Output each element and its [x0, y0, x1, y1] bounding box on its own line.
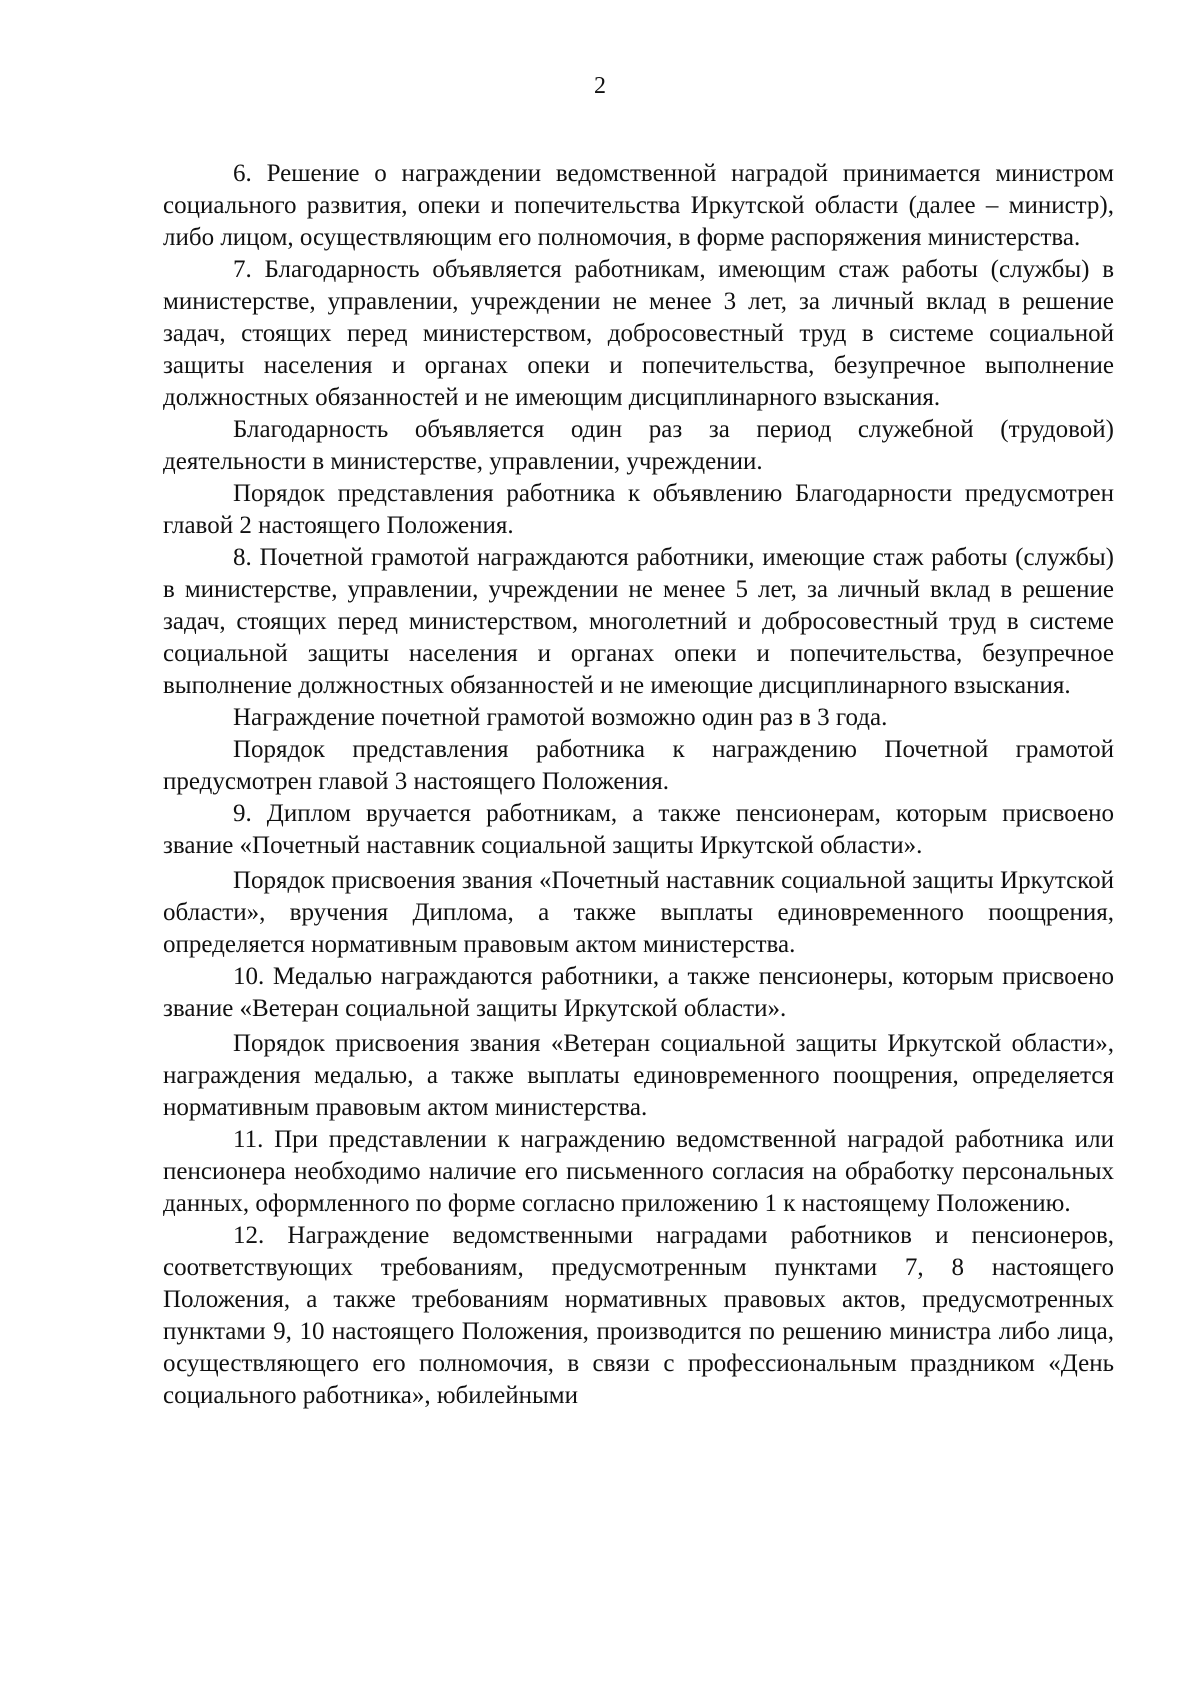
paragraph-12: 12. Награждение ведомственными наградами работников и пенсионеров, соответствующих требованиям, предусмотренным пунктами 7, 8 настоящего Положения, а также требованиям нормативных правовых актов, предусмотренных пунктами 9, 10 настоящего Положения, производится по решению министра либо лица, осуществляющего его полномочия, в связи с профессиональным праздником «День социального работника», юбилейными — [163, 1222, 1114, 1409]
paragraph-9: 9. Диплом вручается работникам, а также пенсионерам, которым присвоено звание «Почетный наставник социальной защиты Иркутской области». — [163, 800, 1114, 859]
paragraph-8-frequency: Награждение почетной грамотой возможно один раз в 3 года. — [233, 704, 888, 731]
paragraph-8-procedure: Порядок представления работника к награждению Почетной грамотой предусмотрен главой 3 настоящего Положения. — [163, 736, 1114, 795]
paragraph-11: 11. При представлении к награждению ведомственной наградой работника или пенсионера необходимо наличие его письменного согласия на обработку персональных данных, оформленного по форме согласно приложению 1 к настоящему Положению. — [163, 1126, 1114, 1217]
page-number: 2 — [594, 73, 606, 99]
paragraph-7-procedure: Порядок представления работника к объявлению Благодарности предусмотрен главой 2 настоящего Положения. — [163, 480, 1114, 539]
paragraph-10: 10. Медалью награждаются работники, а также пенсионеры, которым присвоено звание «Ветеран социальной защиты Иркутской области». — [163, 963, 1114, 1022]
paragraph-8: 8. Почетной грамотой награждаются работники, имеющие стаж работы (службы) в министерстве, управлении, учреждении не менее 5 лет, за личный вклад в решение задач, стоящих перед министерством, многолетний и добросовестный труд в системе социальной защиты населения и органах опеки и попечительства, безупречное выполнение должностных обязанностей и не имеющие дисциплинарного взыскания. — [163, 544, 1114, 699]
paragraph-10-procedure: Порядок присвоения звания «Ветеран социальной защиты Иркутской области», награждения медалью, а также выплаты единовременного поощрения, определяется нормативным правовым актом министерства. — [163, 1030, 1114, 1121]
document-body — [163, 158, 1114, 1412]
paragraph-7-once-per-period: Благодарность объявляется один раз за период служебной (трудовой) деятельности в министерстве, управлении, учреждении. — [163, 416, 1114, 475]
paragraph-9-procedure: Порядок присвоения звания «Почетный наставник социальной защиты Иркутской области», вручения Диплома, а также выплаты единовременного поощрения, определяется нормативным правовым актом министерства. — [163, 867, 1114, 958]
paragraph-7: 7. Благодарность объявляется работникам, имеющим стаж работы (службы) в министерстве, управлении, учреждении не менее 3 лет, за личный вклад в решение задач, стоящих перед министерством, добросовестный труд в системе социальной защиты населения и органах опеки и попечительства, безупречное выполнение должностных обязанностей и не имеющим дисциплинарного взыскания. — [163, 256, 1114, 411]
paragraph-6: 6. Решение о награждении ведомственной наградой принимается министром социального развития, опеки и попечительства Иркутской области (далее – министр), либо лицом, осуществляющим его полномочия, в форме распоряжения министерства. — [163, 160, 1114, 251]
